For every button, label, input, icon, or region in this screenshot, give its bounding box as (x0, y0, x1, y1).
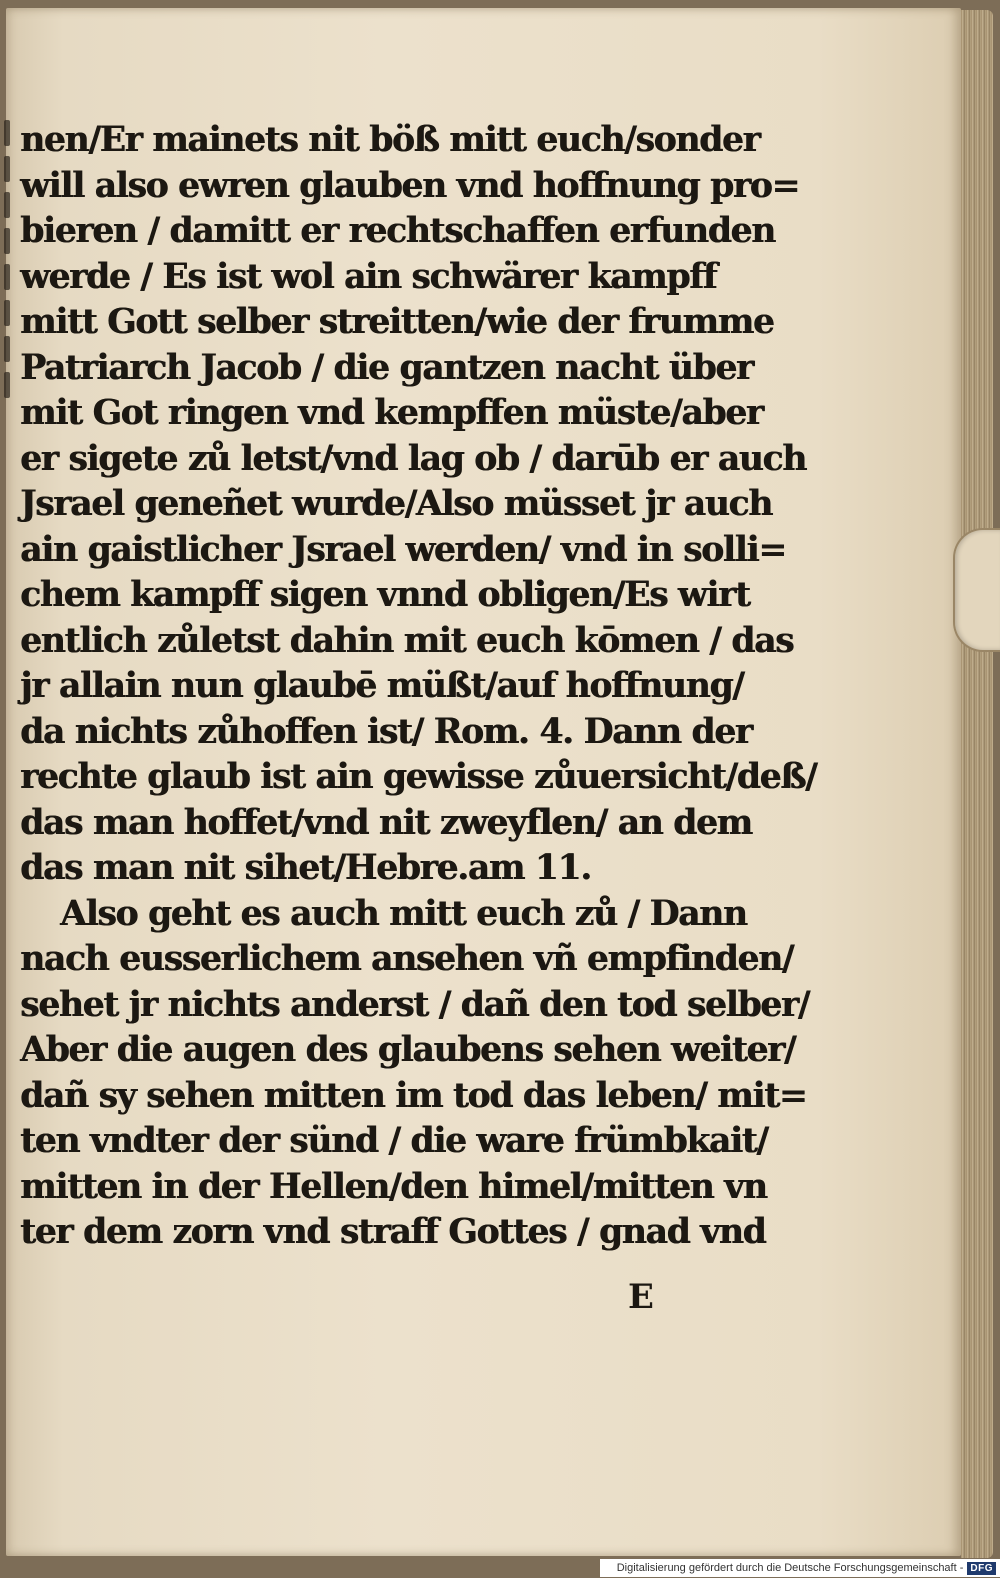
text-line: dañ sy sehen mitten im tod das leben/ mit= (20, 1075, 807, 1116)
funding-credit: Digitalisierung gefördert durch die Deutsche Forschungsgemeinschaft - (616, 1562, 964, 1574)
text-line: er sigete zů letst/vnd lag ob / darūb er auch (20, 438, 806, 479)
text-line: werde / Es ist wol ain schwärer kampff (20, 256, 717, 297)
body-text (20, 118, 817, 1256)
text-line-paragraph-start: Also geht es auch mitt euch zů / Dann (60, 893, 747, 934)
text-line: das man hoffet/vnd nit zweyflen/ an dem (20, 802, 752, 843)
text-line: mit Got ringen vnd kempffen müste/aber (20, 393, 763, 433)
text-line: ten vndter der sünd / die ware frümbkait/ (20, 1121, 768, 1161)
text-line: chem kampff sigen vnnd obligen/Es wirt (20, 575, 750, 615)
page-edges (961, 10, 993, 1558)
text-line: ain gaistlicher Jsrael werden/ vnd in solli= (20, 529, 786, 570)
page-tab-marker (953, 528, 1000, 652)
text-line: ter dem zorn vnd straff Gottes / gnad vnd (20, 1212, 766, 1252)
text-line: mitten in der Hellen/den himel/mitten vn (20, 1166, 767, 1207)
text-line: nen/Er mainets nit böß mitt euch/sonder (20, 120, 760, 160)
catchword: E (628, 1277, 654, 1317)
text-line: Jsrael geneñet wurde/Also müsset jr auch (20, 484, 772, 524)
margin-bleed-marks (2, 120, 14, 440)
text-line: will also ewren glauben vnd hoffnung pro= (20, 165, 799, 206)
text-line: rechte glaub ist ain gewisse zůuersicht/deß/ (20, 757, 817, 797)
text-line: entlich zůletst dahin mit euch kōmen / das (20, 620, 794, 661)
text-line: sehet jr nichts anderst / dañ den tod selber/ (20, 984, 809, 1025)
dfg-logo: DFG (967, 1562, 996, 1575)
text-line: jr allain nun glaubē müßt/auf hoffnung/ (20, 666, 744, 706)
text-line: Patriarch Jacob / die gantzen nacht über (20, 347, 753, 388)
text-line: da nichts zůhoffen ist/ Rom. 4. Dann der (20, 711, 752, 752)
digitization-footer (600, 1559, 1000, 1577)
text-line: mitt Gott selber streitten/wie der frumme (20, 302, 774, 342)
text-line: Aber die augen des glaubens sehen weiter/ (20, 1030, 796, 1070)
text-line: bieren / damitt er rechtschaffen erfunden (20, 211, 775, 251)
text-line: nach eusserlichem ansehen vñ empfinden/ (20, 939, 794, 979)
text-line: das man nit sihet/Hebre.am 11. (20, 848, 591, 888)
